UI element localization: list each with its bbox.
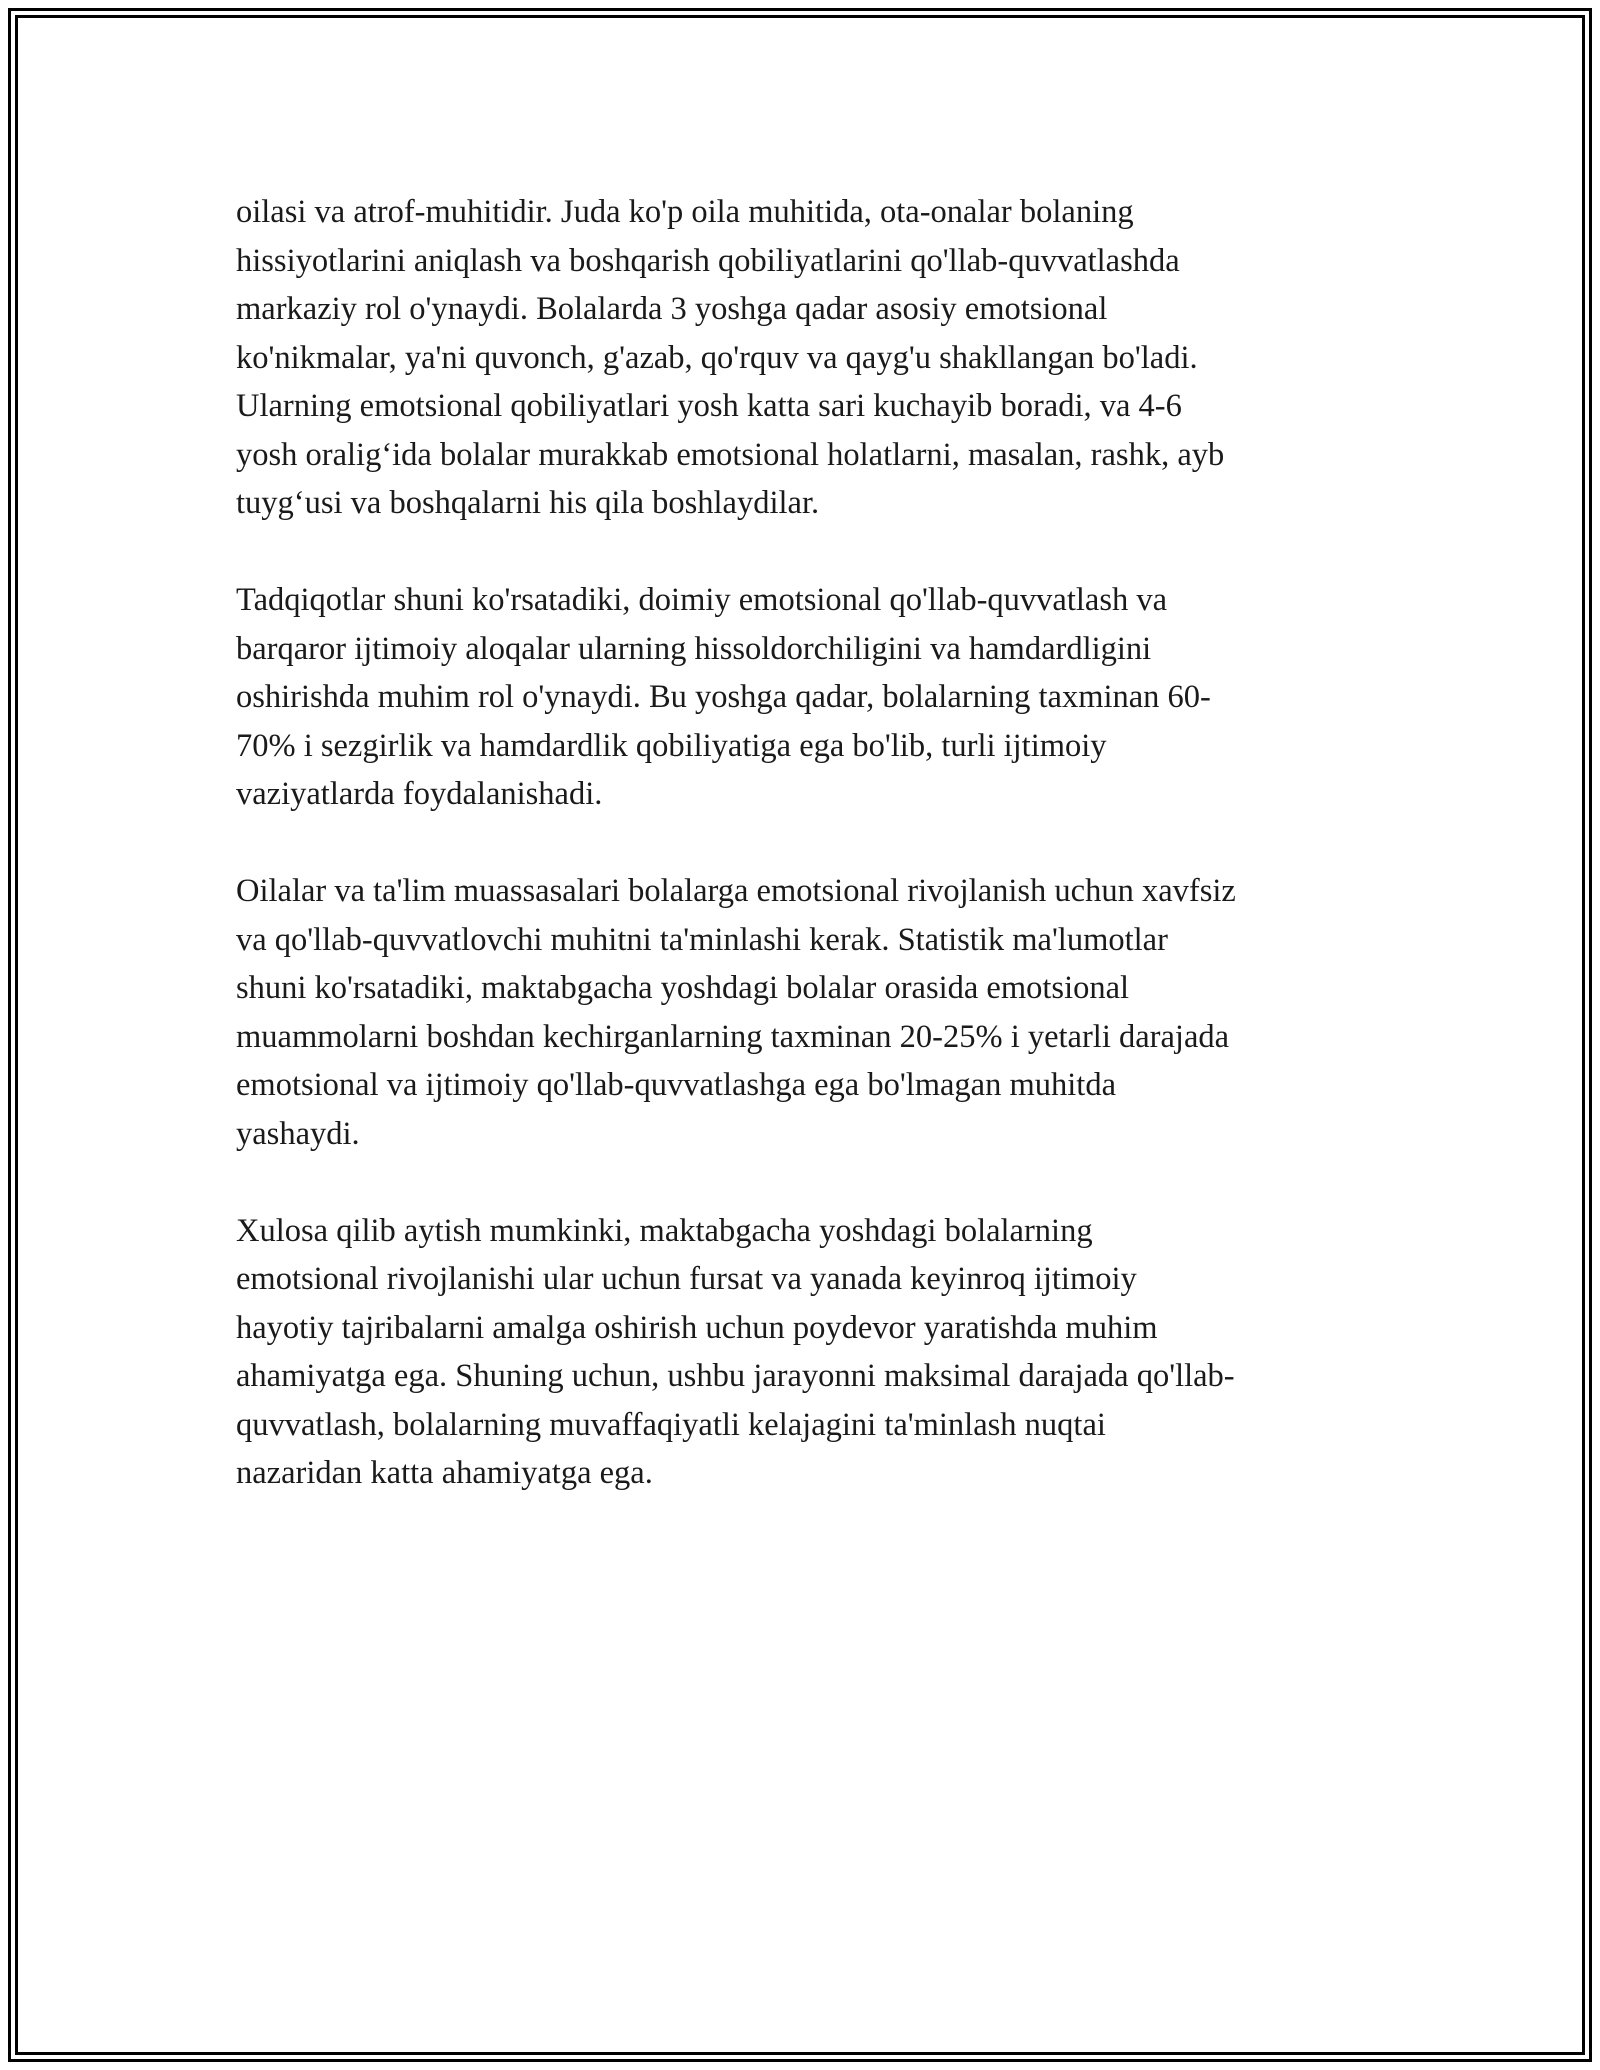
paragraph-2 <box>236 576 1376 819</box>
text-line: yashaydi. <box>236 1115 360 1152</box>
paragraph-1 <box>236 188 1376 528</box>
text-line: Ularning emotsional qobiliyatlari yosh katta sari kuchayib boradi, va 4-6 <box>236 388 1182 424</box>
text-line: hayotiy tajribalarni amalga oshirish uchun poydevor yaratishda muhim <box>236 1309 1158 1346</box>
text-line: emotsional rivojlanishi ular uchun fursat va yanada keyinroq ijtimoiy <box>236 1261 1137 1297</box>
text-line: hissiyotlarini aniqlash va boshqarish qobiliyatlarini qo'llab-quvvatlashda <box>236 242 1180 279</box>
text-line: Xulosa qilib aytish mumkinki, maktabgacha yoshdagi bolalarning <box>236 1212 1093 1249</box>
paragraph-3 <box>236 867 1376 1158</box>
text-line: tuyg‘usi va boshqalarni his qila boshlaydilar. <box>236 485 820 521</box>
text-line: muammolarni boshdan kechirganlarning taxminan 20-25% i yetarli darajada <box>236 1018 1230 1055</box>
text-line: oshirishda muhim rol o'ynaydi. Bu yoshga qadar, bolalarning taxminan 60- <box>236 679 1211 715</box>
text-line: Tadqiqotlar shuni ko'rsatadiki, doimiy emotsional qo'llab-quvvatlash va <box>236 582 1168 618</box>
text-line: emotsional va ijtimoiy qo'llab-quvvatlashga ega bo'lmagan muhitda <box>236 1067 1116 1103</box>
text-line: 70% i sezgirlik va hamdardlik qobiliyatiga ega bo'lib, turli ijtimoiy <box>236 727 1107 764</box>
text-line: vaziyatlarda foydalanishadi. <box>236 776 603 812</box>
text-line: yosh oralig‘ida bolalar murakkab emotsional holatlarni, masalan, rashk, ayb <box>236 436 1225 473</box>
text-line: markaziy rol o'ynaydi. Bolalarda 3 yoshga qadar asosiy emotsional <box>236 291 1108 327</box>
text-line: Oilalar va ta'lim muassasalari bolalarga emotsional rivojlanish uchun xavfsiz <box>236 873 1236 909</box>
paragraph-4 <box>236 1207 1376 1498</box>
text-line: oilasi va atrof-muhitidir. Juda ko'p oila muhitida, ota-onalar bolaning <box>236 194 1134 230</box>
text-line: barqaror ijtimoiy aloqalar ularning hissoldorchiligini va hamdardligini <box>236 630 1152 667</box>
text-line: shuni ko'rsatadiki, maktabgacha yoshdagi bolalar orasida emotsional <box>236 970 1130 1006</box>
text-line: ahamiyatga ega. Shuning uchun, ushbu jarayonni maksimal darajada qo'llab- <box>236 1358 1235 1394</box>
text-line: quvvatlash, bolalarning muvaffaqiyatli kelajagini ta'minlash nuqtai <box>236 1406 1106 1443</box>
text-line: va qo'llab-quvvatlovchi muhitni ta'minlashi kerak. Statistik ma'lumotlar <box>236 921 1168 958</box>
text-line: ko'nikmalar, ya'ni quvonch, g'azab, qo'rquv va qayg'u shakllangan bo'ladi. <box>236 339 1198 376</box>
document-body <box>236 188 1376 1498</box>
text-line: nazaridan katta ahamiyatga ega. <box>236 1455 653 1491</box>
